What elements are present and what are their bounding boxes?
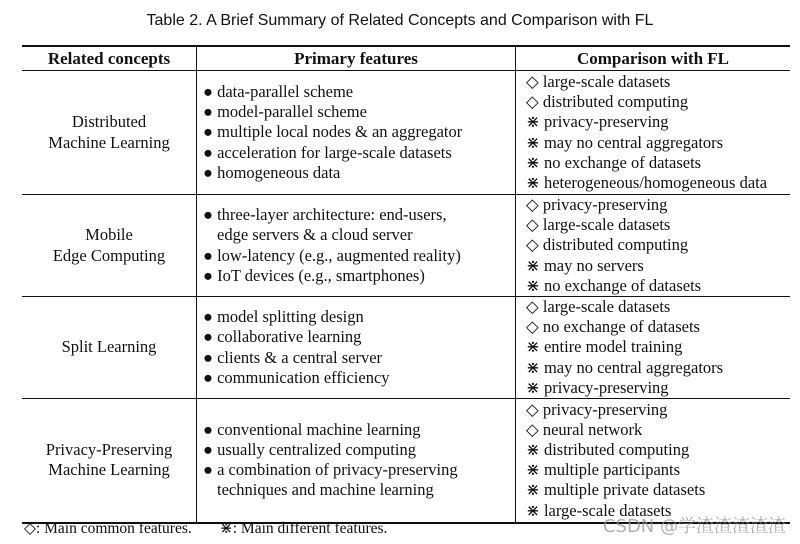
table-footnote (24, 519, 387, 538)
concept-name-line: Mobile (85, 225, 133, 245)
comparison-item: ⋇ no exchange of datasets (526, 275, 702, 295)
comparison-item: ◇ large-scale datasets (526, 215, 671, 235)
features-cell (197, 297, 516, 399)
comparison-item: ◇ privacy-preserving (526, 195, 668, 214)
footnote-different: ⋇: Main different features. (219, 520, 388, 537)
features-cell (197, 71, 516, 195)
feature-item: ● low-latency (e.g., augmented reality) (203, 245, 461, 265)
comparison-item: ⋇ no exchange of datasets (526, 152, 702, 172)
header-related-concepts: Related concepts (22, 46, 197, 71)
comparison-item: ◇ large-scale datasets (526, 297, 671, 317)
concept-name-line: Machine Learning (48, 132, 170, 152)
comparison-table (22, 45, 790, 524)
comparison-item: ⋇ may no central aggregators (526, 357, 724, 377)
feature-item: ● usually centralized computing (203, 440, 416, 460)
table-row (22, 195, 790, 297)
table-row (22, 297, 790, 399)
comparison-item: ◇ privacy-preserving (526, 399, 668, 419)
feature-item-continuation: techniques and machine learning (217, 480, 434, 500)
feature-item: ● a combination of privacy-preserving (203, 460, 458, 480)
comparison-item: ⋇ multiple private datasets (526, 480, 706, 500)
table-row (22, 399, 790, 523)
comparison-cell (516, 71, 791, 195)
feature-item: ● homogeneous data (203, 162, 341, 182)
features-cell (197, 195, 516, 297)
header-comparison-with-fl: Comparison with FL (516, 46, 791, 71)
comparison-item: ⋇ distributed computing (526, 440, 690, 460)
feature-item: ● clients & a central server (203, 347, 383, 367)
comparison-item: ⋇ heterogeneous/homogeneous data (526, 172, 768, 192)
feature-item: ● IoT devices (e.g., smartphones) (203, 265, 425, 285)
concept-name-line: Machine Learning (48, 460, 170, 480)
feature-item: ● collaborative learning (203, 327, 362, 347)
concept-cell (22, 195, 197, 297)
feature-item: ● multiple local nodes & an aggregator (203, 122, 463, 142)
feature-item: ● three-layer architecture: end-users, (203, 205, 447, 225)
comparison-item: ⋇ large-scale datasets (526, 500, 672, 520)
feature-item: ● conventional machine learning (203, 419, 421, 439)
comparison-item: ◇ distributed computing (526, 92, 689, 112)
concept-cell (22, 71, 197, 195)
table-header-row (22, 46, 790, 71)
comparison-item: ⋇ entire model training (526, 337, 683, 357)
comparison-item: ◇ no exchange of datasets (526, 317, 700, 337)
feature-item: ● communication efficiency (203, 367, 390, 387)
feature-item: ● model splitting design (203, 307, 364, 327)
concept-name-line: Privacy-Preserving (45, 440, 173, 460)
watermark: CSDN @学渣渣渣渣渣 (602, 516, 786, 537)
concept-name-line: Split Learning (61, 337, 157, 357)
comparison-item: ◇ large-scale datasets (526, 71, 671, 91)
comparison-item: ⋇ privacy-preserving (526, 377, 669, 397)
comparison-cell (516, 399, 791, 523)
comparison-item: ⋇ may no servers (526, 255, 644, 275)
concept-cell (22, 399, 197, 523)
comparison-item: ⋇ privacy-preserving (526, 112, 669, 132)
feature-item-continuation: edge servers & a cloud server (217, 225, 413, 245)
feature-item: ● data-parallel scheme (203, 81, 354, 101)
comparison-item: ⋇ may no central aggregators (526, 132, 724, 152)
comparison-item: ◇ distributed computing (526, 235, 689, 255)
features-cell (197, 399, 516, 523)
table-caption: Table 2. A Brief Summary of Related Concepts and Comparison with FL (146, 12, 654, 29)
feature-item: ● acceleration for large-scale datasets (203, 142, 452, 162)
footnote-common: ◇: Main common features. (24, 520, 192, 537)
comparison-cell (516, 195, 791, 297)
comparison-cell (516, 297, 791, 399)
concept-name-line: Distributed (71, 112, 147, 132)
feature-item: ● model-parallel scheme (203, 102, 367, 122)
comparison-item: ◇ neural network (526, 419, 643, 439)
comparison-item: ⋇ multiple participants (526, 460, 681, 480)
concept-cell (22, 297, 197, 399)
table-row (22, 71, 790, 195)
concept-name-line: Edge Computing (52, 245, 166, 265)
header-primary-features: Primary features (197, 46, 516, 71)
